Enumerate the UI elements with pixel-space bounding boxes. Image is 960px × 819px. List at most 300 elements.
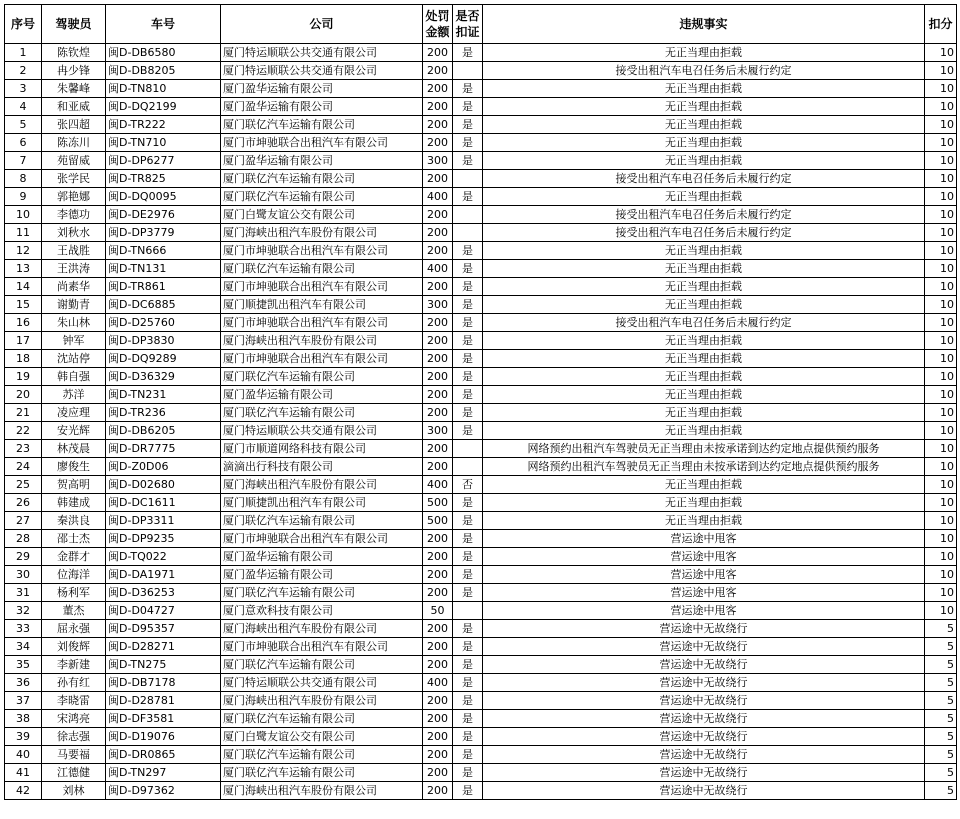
- table-row: [5, 260, 957, 278]
- cell-points: 10: [925, 116, 957, 134]
- table-row: [5, 98, 957, 116]
- cell-seq: 14: [5, 278, 42, 296]
- cell-driver: 江德健: [42, 764, 106, 782]
- cell-violation: 营运途中无故绕行: [483, 674, 925, 692]
- cell-fine: 400: [423, 674, 453, 692]
- cell-seq: 32: [5, 602, 42, 620]
- cell-withheld: 是: [453, 548, 483, 566]
- cell-seq: 38: [5, 710, 42, 728]
- cell-company: 厦门海峡出租汽车股份有限公司: [221, 332, 423, 350]
- cell-points: 10: [925, 152, 957, 170]
- cell-seq: 3: [5, 80, 42, 98]
- cell-points: 10: [925, 530, 957, 548]
- cell-points: 5: [925, 728, 957, 746]
- cell-plate: 闽D-D28271: [106, 638, 221, 656]
- cell-driver: 沈站停: [42, 350, 106, 368]
- cell-plate: 闽D-TN710: [106, 134, 221, 152]
- cell-seq: 26: [5, 494, 42, 512]
- cell-plate: 闽D-Z0D06: [106, 458, 221, 476]
- cell-seq: 16: [5, 314, 42, 332]
- cell-driver: 和亚威: [42, 98, 106, 116]
- cell-plate: 闽D-TR236: [106, 404, 221, 422]
- cell-points: 10: [925, 440, 957, 458]
- cell-withheld: 是: [453, 638, 483, 656]
- cell-points: 10: [925, 350, 957, 368]
- cell-plate: 闽D-D19076: [106, 728, 221, 746]
- cell-seq: 13: [5, 260, 42, 278]
- cell-fine: 200: [423, 80, 453, 98]
- cell-plate: 闽D-DQ9289: [106, 350, 221, 368]
- cell-seq: 9: [5, 188, 42, 206]
- cell-company: 厦门白鹭友谊公交有限公司: [221, 728, 423, 746]
- cell-company: 厦门市坤驰联合出租汽车有限公司: [221, 638, 423, 656]
- cell-driver: 谢勤青: [42, 296, 106, 314]
- cell-violation: 无正当理由拒载: [483, 98, 925, 116]
- cell-company: 厦门联亿汽车运输有限公司: [221, 512, 423, 530]
- table-row: [5, 404, 957, 422]
- cell-plate: 闽D-TN810: [106, 80, 221, 98]
- cell-plate: 闽D-D28781: [106, 692, 221, 710]
- cell-company: 厦门盈华运输有限公司: [221, 152, 423, 170]
- table-row: [5, 728, 957, 746]
- cell-withheld: 是: [453, 566, 483, 584]
- cell-withheld: 否: [453, 476, 483, 494]
- cell-fine: 200: [423, 242, 453, 260]
- cell-points: 5: [925, 692, 957, 710]
- cell-withheld: 是: [453, 152, 483, 170]
- cell-company: 厦门市坤驰联合出租汽车有限公司: [221, 242, 423, 260]
- cell-seq: 1: [5, 44, 42, 62]
- cell-points: 10: [925, 458, 957, 476]
- cell-driver: 王战胜: [42, 242, 106, 260]
- cell-fine: 200: [423, 134, 453, 152]
- cell-points: 10: [925, 224, 957, 242]
- cell-company: 厦门海峡出租汽车股份有限公司: [221, 224, 423, 242]
- cell-fine: 200: [423, 386, 453, 404]
- table-row: [5, 440, 957, 458]
- cell-violation: 接受出租汽车电召任务后未履行约定: [483, 224, 925, 242]
- table-row: [5, 368, 957, 386]
- cell-driver: 刘俊辉: [42, 638, 106, 656]
- table-row: [5, 584, 957, 602]
- header-plate: 车号: [106, 5, 221, 44]
- cell-plate: 闽D-DQ0095: [106, 188, 221, 206]
- cell-withheld: [453, 440, 483, 458]
- cell-driver: 李新建: [42, 656, 106, 674]
- cell-fine: 300: [423, 152, 453, 170]
- cell-withheld: 是: [453, 350, 483, 368]
- cell-fine: 200: [423, 530, 453, 548]
- table-row: [5, 152, 957, 170]
- header-company: 公司: [221, 5, 423, 44]
- cell-plate: 闽D-TR222: [106, 116, 221, 134]
- cell-driver: 孙有红: [42, 674, 106, 692]
- cell-plate: 闽D-TR825: [106, 170, 221, 188]
- cell-plate: 闽D-D04727: [106, 602, 221, 620]
- cell-driver: 秦洪良: [42, 512, 106, 530]
- cell-company: 厦门联亿汽车运输有限公司: [221, 170, 423, 188]
- cell-violation: 营运途中甩客: [483, 530, 925, 548]
- cell-plate: 闽D-D25760: [106, 314, 221, 332]
- cell-withheld: 是: [453, 44, 483, 62]
- cell-withheld: [453, 458, 483, 476]
- cell-fine: 200: [423, 782, 453, 800]
- cell-seq: 41: [5, 764, 42, 782]
- cell-withheld: 是: [453, 692, 483, 710]
- cell-plate: 闽D-TN666: [106, 242, 221, 260]
- cell-violation: 无正当理由拒载: [483, 44, 925, 62]
- header-violation: 违规事实: [483, 5, 925, 44]
- cell-violation: 营运途中甩客: [483, 566, 925, 584]
- header-withheld-line1: 是否: [455, 9, 480, 23]
- cell-withheld: 是: [453, 314, 483, 332]
- cell-driver: 邵士杰: [42, 530, 106, 548]
- cell-violation: 无正当理由拒载: [483, 278, 925, 296]
- cell-driver: 陈钦煌: [42, 44, 106, 62]
- cell-seq: 35: [5, 656, 42, 674]
- cell-points: 5: [925, 674, 957, 692]
- cell-plate: 闽D-DP6277: [106, 152, 221, 170]
- table-row: [5, 530, 957, 548]
- cell-plate: 闽D-DA1971: [106, 566, 221, 584]
- cell-withheld: 是: [453, 764, 483, 782]
- cell-company: 厦门盈华运输有限公司: [221, 386, 423, 404]
- cell-plate: 闽D-DP3830: [106, 332, 221, 350]
- cell-plate: 闽D-DB6580: [106, 44, 221, 62]
- cell-withheld: [453, 62, 483, 80]
- cell-plate: 闽D-D36329: [106, 368, 221, 386]
- table-row: [5, 386, 957, 404]
- cell-violation: 无正当理由拒载: [483, 350, 925, 368]
- cell-violation: 接受出租汽车电召任务后未履行约定: [483, 62, 925, 80]
- cell-seq: 40: [5, 746, 42, 764]
- cell-points: 5: [925, 746, 957, 764]
- cell-company: 滴滴出行科技有限公司: [221, 458, 423, 476]
- cell-withheld: 是: [453, 134, 483, 152]
- table-row: [5, 548, 957, 566]
- cell-violation: 营运途中甩客: [483, 602, 925, 620]
- cell-company: 厦门海峡出租汽车股份有限公司: [221, 782, 423, 800]
- cell-driver: 尚素华: [42, 278, 106, 296]
- cell-driver: 冉少锋: [42, 62, 106, 80]
- cell-withheld: 是: [453, 332, 483, 350]
- table-row: [5, 224, 957, 242]
- cell-company: 厦门顺捷凯出租汽车有限公司: [221, 494, 423, 512]
- cell-violation: 接受出租汽车电召任务后未履行约定: [483, 206, 925, 224]
- cell-withheld: 是: [453, 620, 483, 638]
- cell-withheld: [453, 602, 483, 620]
- cell-plate: 闽D-DB7178: [106, 674, 221, 692]
- cell-driver: 韩建成: [42, 494, 106, 512]
- cell-violation: 接受出租汽车电召任务后未履行约定: [483, 170, 925, 188]
- cell-points: 10: [925, 422, 957, 440]
- cell-driver: 林茂晨: [42, 440, 106, 458]
- table-row: [5, 764, 957, 782]
- cell-violation: 营运途中甩客: [483, 548, 925, 566]
- cell-company: 厦门市顺道网络科技有限公司: [221, 440, 423, 458]
- cell-fine: 300: [423, 296, 453, 314]
- cell-withheld: 是: [453, 728, 483, 746]
- cell-fine: 200: [423, 278, 453, 296]
- cell-violation: 营运途中无故绕行: [483, 746, 925, 764]
- cell-withheld: 是: [453, 98, 483, 116]
- cell-violation: 无正当理由拒载: [483, 80, 925, 98]
- cell-withheld: 是: [453, 656, 483, 674]
- cell-company: 厦门联亿汽车运输有限公司: [221, 710, 423, 728]
- cell-withheld: 是: [453, 386, 483, 404]
- cell-driver: 钟军: [42, 332, 106, 350]
- cell-seq: 8: [5, 170, 42, 188]
- cell-plate: 闽D-DC1611: [106, 494, 221, 512]
- cell-driver: 韩自强: [42, 368, 106, 386]
- cell-violation: 无正当理由拒载: [483, 368, 925, 386]
- cell-plate: 闽D-DC6885: [106, 296, 221, 314]
- cell-points: 10: [925, 44, 957, 62]
- table-row: [5, 692, 957, 710]
- cell-fine: 200: [423, 692, 453, 710]
- cell-points: 10: [925, 404, 957, 422]
- cell-seq: 24: [5, 458, 42, 476]
- cell-company: 厦门市坤驰联合出租汽车有限公司: [221, 278, 423, 296]
- cell-seq: 37: [5, 692, 42, 710]
- table-row: [5, 188, 957, 206]
- cell-violation: 无正当理由拒载: [483, 134, 925, 152]
- table-row: [5, 746, 957, 764]
- cell-seq: 19: [5, 368, 42, 386]
- cell-company: 厦门盈华运输有限公司: [221, 548, 423, 566]
- cell-company: 厦门联亿汽车运输有限公司: [221, 656, 423, 674]
- cell-seq: 11: [5, 224, 42, 242]
- cell-points: 10: [925, 242, 957, 260]
- cell-driver: 苑留威: [42, 152, 106, 170]
- table-row: [5, 62, 957, 80]
- header-driver: 驾驶员: [42, 5, 106, 44]
- cell-violation: 营运途中无故绕行: [483, 782, 925, 800]
- cell-withheld: [453, 224, 483, 242]
- cell-withheld: 是: [453, 242, 483, 260]
- cell-plate: 闽D-TN275: [106, 656, 221, 674]
- table-row: [5, 494, 957, 512]
- cell-driver: 贺高明: [42, 476, 106, 494]
- cell-company: 厦门海峡出租汽车股份有限公司: [221, 692, 423, 710]
- table-row: [5, 332, 957, 350]
- cell-points: 10: [925, 260, 957, 278]
- cell-company: 厦门联亿汽车运输有限公司: [221, 116, 423, 134]
- header-seq: 序号: [5, 5, 42, 44]
- cell-violation: 营运途中无故绕行: [483, 692, 925, 710]
- cell-points: 10: [925, 296, 957, 314]
- cell-driver: 董杰: [42, 602, 106, 620]
- cell-violation: 营运途中无故绕行: [483, 656, 925, 674]
- cell-plate: 闽D-DP3311: [106, 512, 221, 530]
- table-row: [5, 512, 957, 530]
- cell-violation: 无正当理由拒载: [483, 512, 925, 530]
- cell-fine: 200: [423, 44, 453, 62]
- cell-driver: 刘林: [42, 782, 106, 800]
- cell-driver: 位海洋: [42, 566, 106, 584]
- cell-driver: 金群才: [42, 548, 106, 566]
- table-row: [5, 422, 957, 440]
- cell-seq: 29: [5, 548, 42, 566]
- cell-points: 5: [925, 710, 957, 728]
- cell-violation: 无正当理由拒载: [483, 152, 925, 170]
- cell-company: 厦门特运顺联公共交通有限公司: [221, 674, 423, 692]
- cell-violation: 营运途中甩客: [483, 584, 925, 602]
- cell-withheld: 是: [453, 494, 483, 512]
- cell-plate: 闽D-D95357: [106, 620, 221, 638]
- cell-seq: 12: [5, 242, 42, 260]
- table-row: [5, 638, 957, 656]
- cell-driver: 徐志强: [42, 728, 106, 746]
- cell-fine: 400: [423, 260, 453, 278]
- cell-withheld: 是: [453, 116, 483, 134]
- cell-withheld: 是: [453, 368, 483, 386]
- cell-points: 5: [925, 620, 957, 638]
- cell-plate: 闽D-DP3779: [106, 224, 221, 242]
- cell-plate: 闽D-D36253: [106, 584, 221, 602]
- cell-fine: 200: [423, 764, 453, 782]
- cell-company: 厦门盈华运输有限公司: [221, 98, 423, 116]
- cell-points: 10: [925, 98, 957, 116]
- cell-plate: 闽D-DB8205: [106, 62, 221, 80]
- cell-fine: 200: [423, 368, 453, 386]
- cell-fine: 200: [423, 548, 453, 566]
- cell-company: 厦门意欢科技有限公司: [221, 602, 423, 620]
- cell-seq: 15: [5, 296, 42, 314]
- cell-fine: 200: [423, 710, 453, 728]
- table-row: [5, 674, 957, 692]
- cell-withheld: [453, 206, 483, 224]
- cell-points: 10: [925, 602, 957, 620]
- cell-company: 厦门顺捷凯出租汽车有限公司: [221, 296, 423, 314]
- cell-violation: 无正当理由拒载: [483, 188, 925, 206]
- cell-points: 10: [925, 512, 957, 530]
- cell-points: 5: [925, 764, 957, 782]
- cell-violation: 无正当理由拒载: [483, 260, 925, 278]
- table-row: [5, 710, 957, 728]
- cell-seq: 5: [5, 116, 42, 134]
- cell-seq: 10: [5, 206, 42, 224]
- cell-driver: 朱馨峰: [42, 80, 106, 98]
- cell-plate: 闽D-D02680: [106, 476, 221, 494]
- cell-company: 厦门市坤驰联合出租汽车有限公司: [221, 314, 423, 332]
- cell-violation: 无正当理由拒载: [483, 116, 925, 134]
- cell-driver: 安光辉: [42, 422, 106, 440]
- cell-driver: 张学民: [42, 170, 106, 188]
- cell-seq: 25: [5, 476, 42, 494]
- cell-fine: 200: [423, 458, 453, 476]
- cell-company: 厦门白鹭友谊公交有限公司: [221, 206, 423, 224]
- cell-company: 厦门联亿汽车运输有限公司: [221, 260, 423, 278]
- cell-driver: 马要福: [42, 746, 106, 764]
- cell-seq: 27: [5, 512, 42, 530]
- cell-fine: 50: [423, 602, 453, 620]
- cell-company: 厦门联亿汽车运输有限公司: [221, 188, 423, 206]
- cell-violation: 营运途中无故绕行: [483, 764, 925, 782]
- cell-driver: 郭艳娜: [42, 188, 106, 206]
- table-row: [5, 458, 957, 476]
- cell-company: 厦门联亿汽车运输有限公司: [221, 404, 423, 422]
- cell-points: 10: [925, 584, 957, 602]
- table-row: [5, 134, 957, 152]
- cell-seq: 42: [5, 782, 42, 800]
- table-row: [5, 80, 957, 98]
- cell-company: 厦门联亿汽车运输有限公司: [221, 746, 423, 764]
- cell-plate: 闽D-TN131: [106, 260, 221, 278]
- cell-driver: 张四超: [42, 116, 106, 134]
- cell-driver: 宋鸿亮: [42, 710, 106, 728]
- cell-fine: 400: [423, 188, 453, 206]
- cell-seq: 7: [5, 152, 42, 170]
- cell-plate: 闽D-DR7775: [106, 440, 221, 458]
- cell-plate: 闽D-DR0865: [106, 746, 221, 764]
- cell-seq: 33: [5, 620, 42, 638]
- cell-fine: 200: [423, 224, 453, 242]
- cell-violation: 无正当理由拒载: [483, 404, 925, 422]
- cell-fine: 200: [423, 620, 453, 638]
- cell-withheld: 是: [453, 278, 483, 296]
- cell-fine: 200: [423, 746, 453, 764]
- cell-points: 10: [925, 566, 957, 584]
- cell-seq: 28: [5, 530, 42, 548]
- table-row: [5, 116, 957, 134]
- cell-driver: 陈冻川: [42, 134, 106, 152]
- cell-seq: 20: [5, 386, 42, 404]
- cell-plate: 闽D-TR861: [106, 278, 221, 296]
- table-row: [5, 44, 957, 62]
- cell-company: 厦门联亿汽车运输有限公司: [221, 368, 423, 386]
- cell-withheld: 是: [453, 260, 483, 278]
- cell-company: 厦门特运顺联公共交通有限公司: [221, 62, 423, 80]
- cell-driver: 王洪涛: [42, 260, 106, 278]
- cell-withheld: 是: [453, 710, 483, 728]
- cell-violation: 无正当理由拒载: [483, 242, 925, 260]
- table-row: [5, 350, 957, 368]
- cell-plate: 闽D-DQ2199: [106, 98, 221, 116]
- cell-seq: 2: [5, 62, 42, 80]
- cell-company: 厦门海峡出租汽车股份有限公司: [221, 620, 423, 638]
- cell-seq: 21: [5, 404, 42, 422]
- cell-points: 10: [925, 548, 957, 566]
- cell-company: 厦门海峡出租汽车股份有限公司: [221, 476, 423, 494]
- table-row: [5, 296, 957, 314]
- cell-points: 10: [925, 494, 957, 512]
- cell-company: 厦门市坤驰联合出租汽车有限公司: [221, 350, 423, 368]
- cell-plate: 闽D-TN231: [106, 386, 221, 404]
- cell-seq: 36: [5, 674, 42, 692]
- cell-withheld: 是: [453, 746, 483, 764]
- cell-points: 10: [925, 332, 957, 350]
- cell-violation: 无正当理由拒载: [483, 296, 925, 314]
- cell-points: 10: [925, 170, 957, 188]
- cell-withheld: 是: [453, 782, 483, 800]
- header-fine-line2: 金额: [425, 25, 450, 39]
- cell-points: 10: [925, 62, 957, 80]
- cell-violation: 无正当理由拒载: [483, 494, 925, 512]
- table-row: [5, 242, 957, 260]
- cell-points: 10: [925, 368, 957, 386]
- cell-fine: 200: [423, 170, 453, 188]
- cell-plate: 闽D-D97362: [106, 782, 221, 800]
- table-row: [5, 602, 957, 620]
- cell-fine: 200: [423, 350, 453, 368]
- cell-seq: 22: [5, 422, 42, 440]
- cell-fine: 500: [423, 512, 453, 530]
- cell-violation: 无正当理由拒载: [483, 332, 925, 350]
- cell-fine: 200: [423, 656, 453, 674]
- cell-points: 10: [925, 314, 957, 332]
- cell-violation: 无正当理由拒载: [483, 476, 925, 494]
